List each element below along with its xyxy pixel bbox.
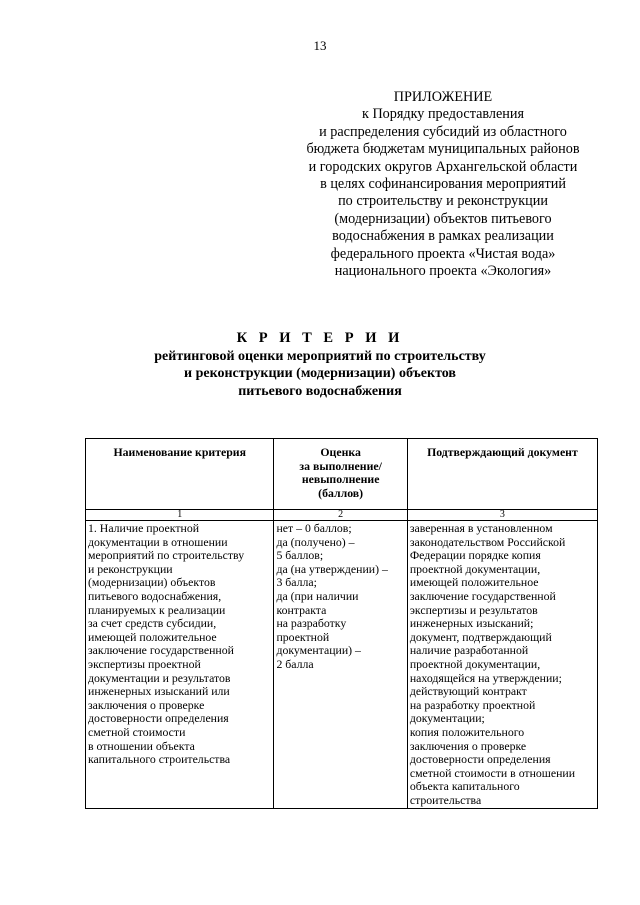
cell-line: экспертизы проектной [88, 656, 201, 671]
cell-line: мероприятий по строительству [88, 548, 245, 563]
criteria-table [85, 438, 598, 809]
cell-line: документации) – [276, 643, 361, 658]
cell-line: да (на утверждении) – [276, 561, 388, 576]
cell-line: проектной документации, [409, 561, 541, 576]
cell-line: документации в отношении [88, 534, 228, 549]
criterion-cell [86, 521, 274, 809]
page-number: 13 [313, 38, 327, 53]
appendix-line: национального проекта «Экология» [334, 263, 552, 280]
cell-line: экспертизы и результатов [409, 602, 538, 617]
appendix-line: федерального проекта «Чистая вода» [330, 245, 556, 262]
appendix-line: ПРИЛОЖЕНИЕ [393, 89, 493, 105]
header-score [274, 439, 407, 510]
appendix-block [278, 89, 608, 280]
cell-line: да (получено) – [276, 534, 355, 549]
cell-line: и реконструкции [88, 561, 173, 576]
cell-line: заключение государственной [409, 588, 556, 603]
appendix-line: водоснабжения в рамках реализации [332, 228, 554, 245]
cell-line: документации и результатов [88, 670, 231, 685]
header-score-line: Оценка [320, 445, 361, 459]
cell-line: планируемых к реализации [88, 602, 226, 617]
cell-line: на разработку проектной [409, 697, 536, 712]
cell-line: да (при наличии [276, 588, 359, 603]
title-subtitle-line: питьевого водоснабжения [238, 383, 402, 399]
table-row [86, 521, 598, 809]
cell-line: действующий контракт [409, 684, 527, 699]
appendix-line: к Порядку предоставления [362, 106, 524, 123]
title-heading: К Р И Т Е Р И И [236, 330, 404, 346]
cell-line: в отношении объекта [88, 738, 195, 753]
score-cell [274, 521, 407, 809]
header-supporting-document: Подтверждающий документ [407, 439, 597, 510]
cell-line: имеющей положительное [409, 575, 539, 590]
cell-line: Федерации порядке копия [409, 548, 541, 563]
document-title [0, 330, 640, 400]
cell-line: питьевого водоснабжения, [88, 588, 222, 603]
cell-line: законодательством Российской [409, 534, 566, 549]
cell-line: 1. Наличие проектной [88, 521, 200, 535]
appendix-line: бюджета бюджетам муниципальных районов [306, 141, 580, 158]
cell-line: (модернизации) объектов [88, 575, 216, 590]
header-score-line: невыполнение [301, 472, 380, 487]
appendix-line: (модернизации) объектов питьевого [334, 210, 552, 227]
title-subtitle-line: и реконструкции (модернизации) объектов [184, 366, 456, 381]
cell-line: заключение государственной [88, 643, 234, 658]
cell-line: имеющей положительное [88, 629, 217, 644]
cell-line: капитального строительства [88, 752, 231, 767]
cell-line: за счет средств субсидии, [88, 616, 217, 631]
index-cell: 1 [86, 510, 274, 521]
index-cell: 2 [274, 510, 407, 521]
cell-line: заключения о проверке [409, 738, 527, 753]
cell-line: объекта капитального [409, 779, 520, 794]
cell-line: сметной стоимости в отношении [409, 765, 576, 780]
cell-line: достоверности определения [88, 711, 229, 726]
cell-line: строительства [409, 792, 482, 807]
cell-line: проектной [276, 629, 330, 644]
table-header-row [86, 439, 598, 510]
cell-line: 3 балла; [276, 575, 317, 590]
appendix-line: в целях софинансирования мероприятий [320, 176, 566, 193]
index-cell: 3 [407, 510, 597, 521]
table-index-row [86, 510, 598, 521]
cell-line: копия положительного [409, 724, 525, 739]
cell-line: нет – 0 баллов; [276, 521, 352, 535]
cell-line: заключения о проверке [88, 697, 205, 712]
cell-line: сметной стоимости [88, 724, 186, 739]
cell-line: на разработку [276, 616, 347, 631]
appendix-line: и распределения субсидий из областного [319, 123, 567, 140]
cell-line: наличие разработанной [409, 643, 529, 658]
appendix-line: по строительству и реконструкции [338, 193, 548, 210]
header-score-line: (баллов) [318, 485, 364, 500]
cell-line: контракта [276, 602, 327, 617]
cell-line: инженерных изысканий; [409, 616, 534, 631]
cell-line: достоверности определения [409, 752, 551, 767]
document-cell [407, 521, 597, 809]
cell-line: находящейся на утверждении; [409, 670, 562, 685]
cell-line: проектной документации, [409, 656, 541, 671]
cell-line: инженерных изысканий или [88, 684, 230, 699]
appendix-line: и городских округов Архангельской области [308, 158, 578, 175]
cell-line: 5 баллов; [276, 548, 324, 563]
header-score-line: за выполнение/ [299, 458, 382, 473]
header-criterion-name: Наименование критерия [86, 439, 274, 510]
title-subtitle-line: рейтинговой оценки мероприятий по строительству [154, 348, 486, 364]
cell-line: документации; [409, 711, 485, 726]
cell-line: документ, подтверждающий [409, 629, 552, 644]
cell-line: заверенная в установленном [409, 521, 553, 535]
cell-line: 2 балла [276, 656, 314, 671]
